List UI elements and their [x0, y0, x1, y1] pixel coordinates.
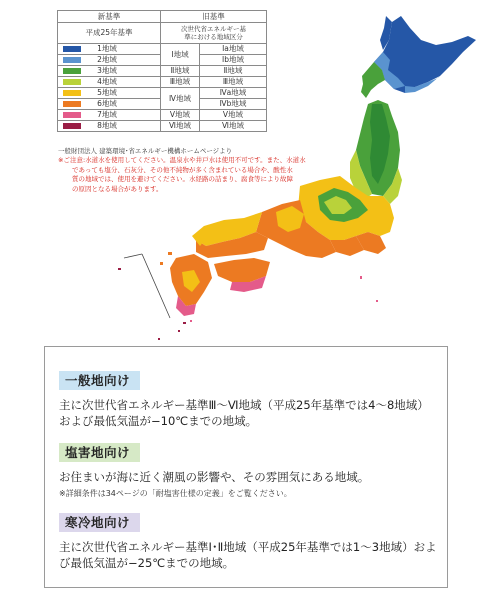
zone-6-label: 6地域 [97, 99, 117, 108]
cold-area-text: 主に次世代省エネルギー基準Ⅰ･Ⅱ地域（平成25年基準では1～3地域）および最低気温が−25℃までの地域。 [59, 540, 437, 570]
legend-subheader-old: 次世代省エネルギー基準における地域区分 [161, 23, 267, 44]
legend-row-6 [58, 99, 161, 110]
caution-line: 質の地域では、使用を避けてください。水経路の詰まり、腐食等により故障 [72, 175, 293, 183]
climate-zone-legend-table [57, 10, 267, 132]
zone-2-label: 2地域 [97, 55, 117, 64]
old-group-4: Ⅳ地域 [161, 88, 200, 110]
general-area-text: 主に次世代省エネルギー基準Ⅲ～Ⅵ地域（平成25年基準では4～8地域）および最低気温が−10℃までの地域。 [59, 398, 429, 428]
caution-note [58, 156, 312, 194]
old-sub-1a: Ⅰa地域 [200, 44, 267, 55]
cold-area-tag: 寒冷地向け [59, 513, 140, 532]
legend-row-2 [58, 55, 161, 66]
zone-8-label: 8地域 [97, 121, 117, 130]
zone-7-label: 7地域 [97, 110, 117, 119]
inset-divider-line [142, 254, 170, 318]
shikoku-region [214, 258, 270, 292]
old-sub-6: Ⅵ地域 [200, 121, 267, 132]
legend-row-8 [58, 121, 161, 132]
caution-line: であっても塩分、石灰分、その他不純物が多く含まれている場合や、酸性水 [72, 165, 293, 174]
general-area-tag: 一般地向け [59, 371, 140, 390]
legend-row-4 [58, 77, 161, 88]
salt-damage-area-tag: 塩害地向け [59, 443, 140, 462]
zone-2-swatch [63, 57, 81, 63]
zone-5-label: 5地域 [97, 88, 117, 97]
legend-row-7 [58, 110, 161, 121]
legend-row-5 [58, 88, 161, 99]
source-note: 一般財団法人 建築環境･省エネルギー機構ホームページより [58, 147, 233, 155]
legend-row-1 [58, 44, 161, 55]
zone-1-label: 1地域 [97, 44, 117, 53]
kyushu-region [170, 254, 212, 316]
salt-damage-area-text: お住まいが海に近く潮風の影響や、その雰囲気にある地域。 [59, 470, 370, 484]
old-sub-4a: Ⅳa地域 [200, 88, 267, 99]
zone-4-label: 4地域 [97, 77, 117, 86]
old-group-5: Ⅴ地域 [161, 110, 200, 121]
old-group-2: Ⅱ地域 [161, 66, 200, 77]
caution-line: ※ご注意:水道水を使用してください。温泉水や井戸水は使用不可です。また、水道水 [58, 156, 306, 164]
zone-5-swatch [63, 90, 81, 96]
zone-1-swatch [63, 46, 81, 52]
zone-4-swatch [63, 79, 81, 85]
old-group-6: Ⅵ地域 [161, 121, 200, 132]
usage-region-info-box [44, 346, 448, 588]
inset-divider-line [124, 254, 142, 258]
zone-3-label: 3地域 [97, 66, 117, 75]
legend-header-old: 旧基準 [161, 11, 267, 23]
zone-3-swatch [63, 68, 81, 74]
old-sub-2: Ⅱ地域 [200, 66, 267, 77]
old-sub-1b: Ⅰb地域 [200, 55, 267, 66]
zone-6-swatch [63, 101, 81, 107]
legend-row-3 [58, 66, 161, 77]
salt-damage-note: ※詳細条件は34ページの「耐塩害仕様の定義」をご覧ください。 [59, 489, 292, 498]
old-sub-5: Ⅴ地域 [200, 110, 267, 121]
legend-subheader-new: 平成25年基準 [58, 23, 161, 44]
hokkaido-region [361, 16, 476, 98]
old-group-3: Ⅲ地域 [161, 77, 200, 88]
old-sub-4b: Ⅳb地域 [200, 99, 267, 110]
old-sub-3: Ⅲ地域 [200, 77, 267, 88]
legend-header-new: 新基準 [58, 11, 161, 23]
caution-line: の原因となる場合があります。 [72, 184, 163, 193]
zone-8-swatch [63, 123, 81, 129]
zone-7-swatch [63, 112, 81, 118]
old-group-1: Ⅰ地域 [161, 44, 200, 66]
